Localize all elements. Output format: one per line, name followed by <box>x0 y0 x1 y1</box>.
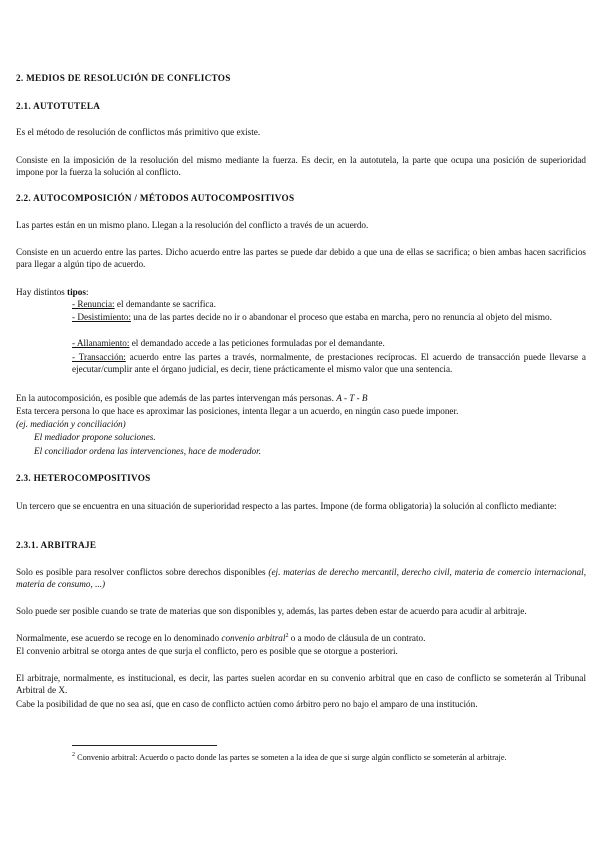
type-item-allanamiento <box>72 337 586 349</box>
footnote-mark: 2 <box>72 752 75 759</box>
type-desc: el demandado accede a las peticiones formuladas por el demandante. <box>129 338 385 348</box>
paragraph-heterocompositivos: Un tercero que se encuentra en una situación de superioridad respecto a las partes. Impone (de forma obligatoria) la solución al conflicto mediante: <box>16 501 557 511</box>
footnote-divider <box>72 745 217 746</box>
footnote <box>72 752 542 763</box>
third-party-text: En la autocomposición, es posible que además de las partes intervengan más personas. <box>16 393 337 403</box>
footnote-reference[interactable]: 2 <box>285 632 289 639</box>
arbitraje-1-example: (ej. materias de derecho mercantil, derecho civil, materia de comercio internacional, materia de consumo, ...) <box>16 567 586 589</box>
heading-autocomposicion: 2.2. AUTOCOMPOSICIÓN / MÉTODOS AUTOCOMPOSITIVOS <box>16 193 295 203</box>
type-desc: acuerdo entre las partes a través, normalmente, de prestaciones recíprocas. El acuerdo de transacción puede llevarse a ejecutar/cumplir ante el órgano judicial, es decir, tiene prácticamente el mismo valor que una sentencia. <box>72 352 586 374</box>
conciliator-note: El conciliador ordena las intervenciones, hace de moderador. <box>34 446 262 456</box>
type-term: - Renuncia: <box>72 299 115 309</box>
heading-medios-resolucion: 2. MEDIOS DE RESOLUCIÓN DE CONFLICTOS <box>16 73 231 83</box>
type-desc: el demandante se sacrifica. <box>114 299 216 309</box>
third-party-schema: A - T - B <box>336 393 368 403</box>
types-intro <box>16 286 586 298</box>
paragraph-autotutela-1: Es el método de resolución de conflictos más primitivo que existe. <box>16 127 261 137</box>
type-item-desistimiento <box>72 311 586 323</box>
arbitraje-3-term: convenio arbitral <box>221 633 286 643</box>
footnote-text: Convenio arbitral: Acuerdo o pacto donde las partes se someten a la idea de que si surge algún conflicto se someterán al arbitraje. <box>75 753 507 762</box>
types-intro-text: Hay distintos <box>16 287 68 297</box>
arbitraje-3-text-b: o a modo de cláusula de un contrato. <box>288 633 426 643</box>
types-word: tipos <box>67 287 86 297</box>
paragraph-autocomposicion-2: Consiste en un acuerdo entre las partes. Dicho acuerdo entre las partes se puede dar debido a que una de ellas se sacrifica; o bien ambas hacen sacrificios para llegar a algún tipo de acuerdo. <box>16 247 586 269</box>
type-term: - Allanamiento: <box>72 338 130 348</box>
heading-autotutela: 2.1. AUTOTUTELA <box>16 101 101 111</box>
types-colon: : <box>85 287 89 297</box>
paragraph-arbitraje-3 <box>16 632 586 644</box>
type-item-renuncia <box>72 298 586 310</box>
type-term: - Transacción: <box>72 352 126 362</box>
arbitraje-1-text: Solo es posible para resolver conflictos sobre derechos disponibles <box>16 567 269 577</box>
type-term: - Desistimiento: <box>72 312 131 322</box>
paragraph-example: (ej. mediación y conciliación) <box>16 419 126 429</box>
paragraph-third-party-2: Esta tercera persona lo que hace es aproximar las posiciones, intenta llegar a un acuerdo, en ningún caso puede imponer. <box>16 406 459 416</box>
arbitraje-3-text-a: Normalmente, ese acuerdo se recoge en lo denominado <box>16 633 222 643</box>
heading-arbitraje: 2.3.1. ARBITRAJE <box>16 540 97 550</box>
paragraph-autotutela-2: Consiste en la imposición de la resolución del mismo mediante la fuerza. Es decir, en la autotutela, la parte que ocupa una posición de superioridad impone por la fuerza la solución al conflicto. <box>16 155 586 177</box>
paragraph-arbitraje-2: Solo puede ser posible cuando se trate de materias que son disponibles y, además, las partes deben estar de acuerdo para acudir al arbitraje. <box>16 606 527 616</box>
paragraph-arbitraje-4: El convenio arbitral se otorga antes de que surja el conflicto, pero es posible que se otorgue a posteriori. <box>16 646 398 656</box>
paragraph-arbitraje-1 <box>16 566 586 590</box>
paragraph-arbitraje-6: Cabe la posibilidad de que no sea así, que en caso de conflicto actúen como árbitro pero no bajo el amparo de una institución. <box>16 699 478 709</box>
paragraph-third-party <box>16 392 586 404</box>
heading-heterocompositivos: 2.3. HETEROCOMPOSITIVOS <box>16 473 151 483</box>
mediator-note: El mediador propone soluciones. <box>34 432 156 442</box>
type-desc: una de las partes decide no ir o abandonar el proceso que estaba en marcha, pero no renuncia al objeto del mismo. <box>130 312 552 322</box>
type-item-transaccion <box>72 351 586 375</box>
paragraph-autocomposicion-1: Las partes están en un mismo plano. Llegan a la resolución del conflicto a través de un acuerdo. <box>16 220 369 230</box>
paragraph-arbitraje-5: El arbitraje, normalmente, es institucional, es decir, las partes suelen acordar en su convenio arbitral que en caso de conflicto se someterán al Tribunal Arbitral de X. <box>16 673 586 695</box>
